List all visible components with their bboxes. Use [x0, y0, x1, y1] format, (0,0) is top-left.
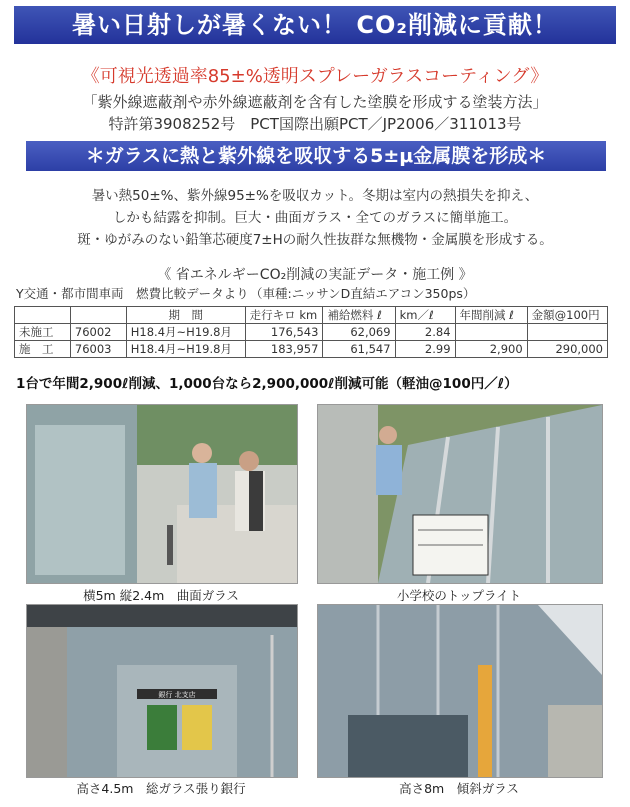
table-header-cell: 金額@100円	[527, 307, 607, 324]
table-cell: 2,900	[455, 341, 527, 358]
table-header-cell: 補給燃料 ℓ	[323, 307, 395, 324]
table-row	[15, 341, 608, 358]
table-cell: 290,000	[527, 341, 607, 358]
photo-caption: 高さ8m 傾斜ガラス	[399, 781, 519, 796]
table-header-cell: km／ℓ	[395, 307, 455, 324]
table-cell: 61,547	[323, 341, 395, 358]
table-header-cell: 期 間	[126, 307, 245, 324]
table-header-row	[15, 307, 608, 324]
photo-caption: 高さ4.5m 総ガラス張り銀行	[76, 781, 246, 796]
photo-caption: 小学校のトップライト	[396, 588, 522, 603]
product-title: 《可視光透過率85±%透明スプレーガラスコーティング》	[81, 66, 549, 87]
photo-curved-glass	[26, 404, 298, 584]
photo-sloped-glass	[317, 604, 603, 778]
table-cell: 176,543	[245, 324, 323, 341]
table-cell: 2.84	[395, 324, 455, 341]
bank-sign-text: 銀行 北支店	[158, 691, 196, 699]
table-cell: H18.4月~H19.8月	[126, 324, 245, 341]
photo-bank	[26, 604, 298, 778]
table-header-cell	[15, 307, 71, 324]
table-header-cell: 年間削減 ℓ	[455, 307, 527, 324]
table-cell: 施 工	[15, 341, 71, 358]
data-source-note: Y交通・都市間車両 燃費比較データより	[16, 286, 249, 301]
skylight-illustration	[318, 405, 602, 583]
patent-info: 特許第3908252号 PCT国際出願PCT／JP2006／311013号	[108, 115, 522, 133]
table-cell	[455, 324, 527, 341]
table-row	[15, 324, 608, 341]
table-cell: 62,069	[323, 324, 395, 341]
table-cell	[527, 324, 607, 341]
table-header-cell	[70, 307, 126, 324]
table-cell: 未施工	[15, 324, 71, 341]
header-banner: 暑い日射しが暑くない！ CO₂削減に貢献！	[14, 6, 616, 44]
table-header-cell: 走行キロ km	[245, 307, 323, 324]
section-title: 《 省エネルギーCO₂削減の実証データ・施工例 》	[157, 267, 473, 283]
table-cell: 183,957	[245, 341, 323, 358]
description-line: しかも結露を抑制。巨大・曲面ガラス・全てのガラスに簡単施工。	[112, 210, 518, 226]
sloped-glass-illustration	[318, 605, 602, 777]
table-cell: H18.4月~H19.8月	[126, 341, 245, 358]
fuel-comparison-table	[14, 306, 608, 358]
description-line: 斑・ゆがみのない鉛筆芯硬度7±Hの耐久性抜群な無機物・金属膜を形成する。	[77, 232, 553, 248]
photo-skylight	[317, 404, 603, 584]
method-description: 「紫外線遮蔽剤や赤外線遮蔽剤を含有した塗膜を形成する塗装方法」	[82, 93, 548, 111]
table-cell: 2.99	[395, 341, 455, 358]
bank-illustration	[27, 605, 297, 777]
photo-caption: 横5m 縦2.4m 曲面ガラス	[83, 588, 239, 603]
savings-summary: 1台で年間2,900ℓ削減、1,000台なら2,900,000ℓ削減可能（軽油@100円／ℓ）	[16, 376, 518, 392]
vehicle-note: （車種:ニッサンD直結エアコン350ps）	[250, 286, 476, 301]
curved-glass-illustration	[27, 405, 297, 583]
description-line: 暑い熱50±%、紫外線95±%を吸収カット。冬期は室内の熱損失を抑え、	[91, 188, 539, 204]
table-cell: 76002	[70, 324, 126, 341]
feature-bar: ＊ガラスに熱と紫外線を吸収する5±μ金属膜を形成＊	[26, 141, 606, 171]
table-cell: 76003	[70, 341, 126, 358]
